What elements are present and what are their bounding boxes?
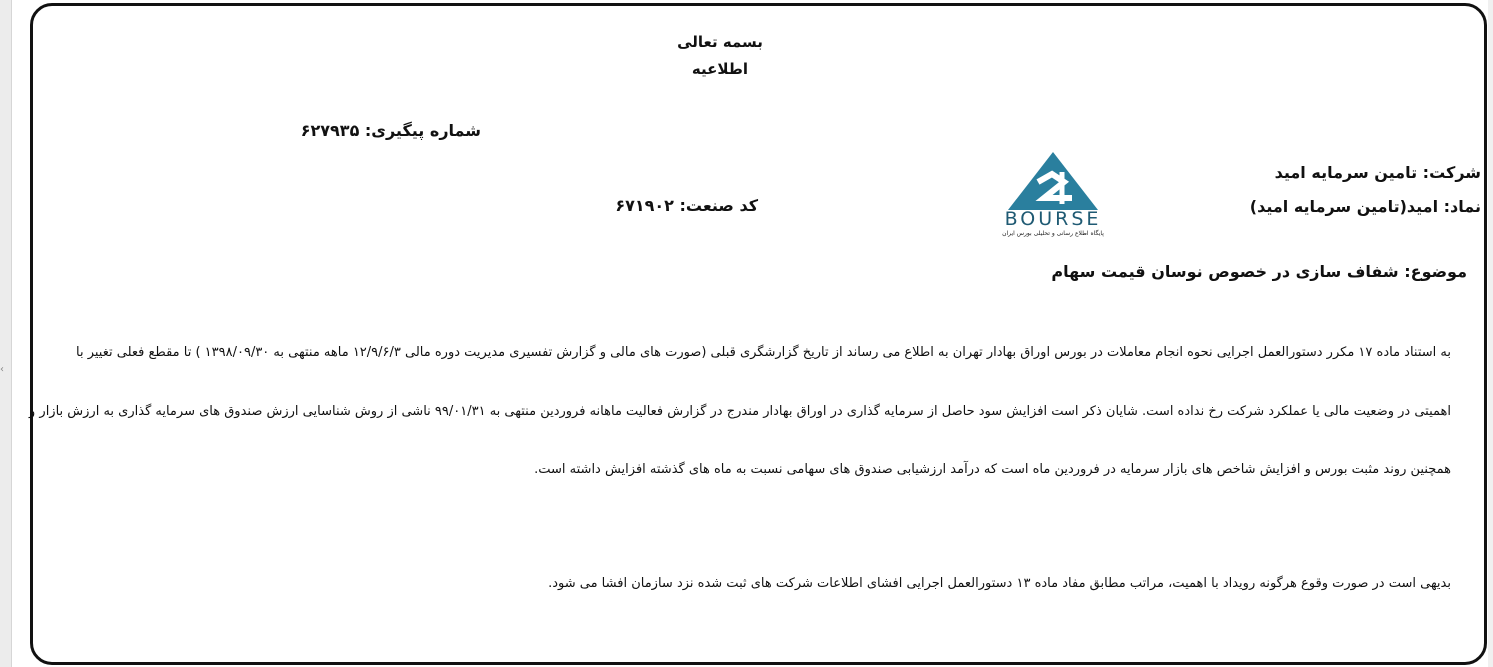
body-paragraph-line-1: به استناد ماده ۱۷ مکرر دستورالعمل اجرایی نحوه انجام معاملات در بورس اوراق بهادار تهران به اطلاع می رساند از تاریخ گزارشگری قبلی (صورت های مالی و گزارش تفسیری مدیریت دوره مالی ۱۲/۹/۶/۳ ماهه منتهی به ۱۳۹۸/۰۹/۳۰ ) تا مقطع فعلی تغییر با — [75, 345, 1451, 360]
tracking-value: ۶۲۷۹۳۵ — [300, 121, 360, 140]
industry-label: کد صنعت: — [679, 196, 758, 215]
left-margin-strip — [0, 0, 12, 667]
header-invocation: بسمه تعالی — [677, 33, 763, 51]
header-title: اطلاعیه — [691, 60, 749, 78]
symbol-label: نماد: — [1443, 197, 1481, 216]
tracking-label: شماره پیگیری: — [364, 121, 481, 140]
subject-label: موضوع: — [1404, 262, 1467, 281]
company-label: شرکت: — [1422, 163, 1481, 182]
announcement-frame — [30, 3, 1487, 665]
industry-value: ۶۷۱۹۰۲ — [615, 196, 674, 215]
right-edge — [1488, 0, 1493, 667]
logo-tagline: پایگاه اطلاع رسانی و تحلیلی بورس ایران — [1002, 230, 1104, 237]
body-paragraph-line-3: همچنین روند مثبت بورس و افزایش شاخص های بازار سرمایه در فروردین ماه است که درآمد ارزشیابی صندوق های سهامی نسبت به ماه های گذشته افزایش داشته است. — [534, 462, 1451, 477]
company-line — [1275, 163, 1481, 182]
bourse-logo — [994, 148, 1112, 244]
industry-code — [615, 196, 758, 215]
body-paragraph-line-2: اهمیتی در وضعیت مالی یا عملکرد شرکت رخ نداده است. شایان ذکر است افزایش سود حاصل از سرمایه گذاری در اوراق بهادار مندرج در گزارش فعالیت ماهانه فروردین منتهی به ۹۹/۰۱/۳۱ ناشی از روش شناسایی ارزش صندوق های سرمایه گذاری به ارزش بازار و — [29, 404, 1451, 419]
margin-tick: ‹ — [0, 364, 4, 375]
company-value: تامین سرمایه امید — [1274, 163, 1418, 182]
symbol-value: امید(تامین سرمایه امید) — [1249, 197, 1439, 216]
body-paragraph-closing: بدیهی است در صورت وقوع هرگونه رویداد با اهمیت، مراتب مطابق مفاد ماده ۱۳ دستورالعمل اجرایی افشای اطلاعات شرکت های ثبت شده نزد سازمان افشا می شود. — [548, 576, 1451, 591]
symbol-line — [1250, 197, 1481, 216]
tracking-number — [301, 121, 481, 140]
logo-word: BOURSE — [1004, 208, 1102, 230]
subject-line — [1051, 262, 1467, 281]
subject-value: شفاف سازی در خصوص نوسان قیمت سهام — [1051, 262, 1399, 281]
